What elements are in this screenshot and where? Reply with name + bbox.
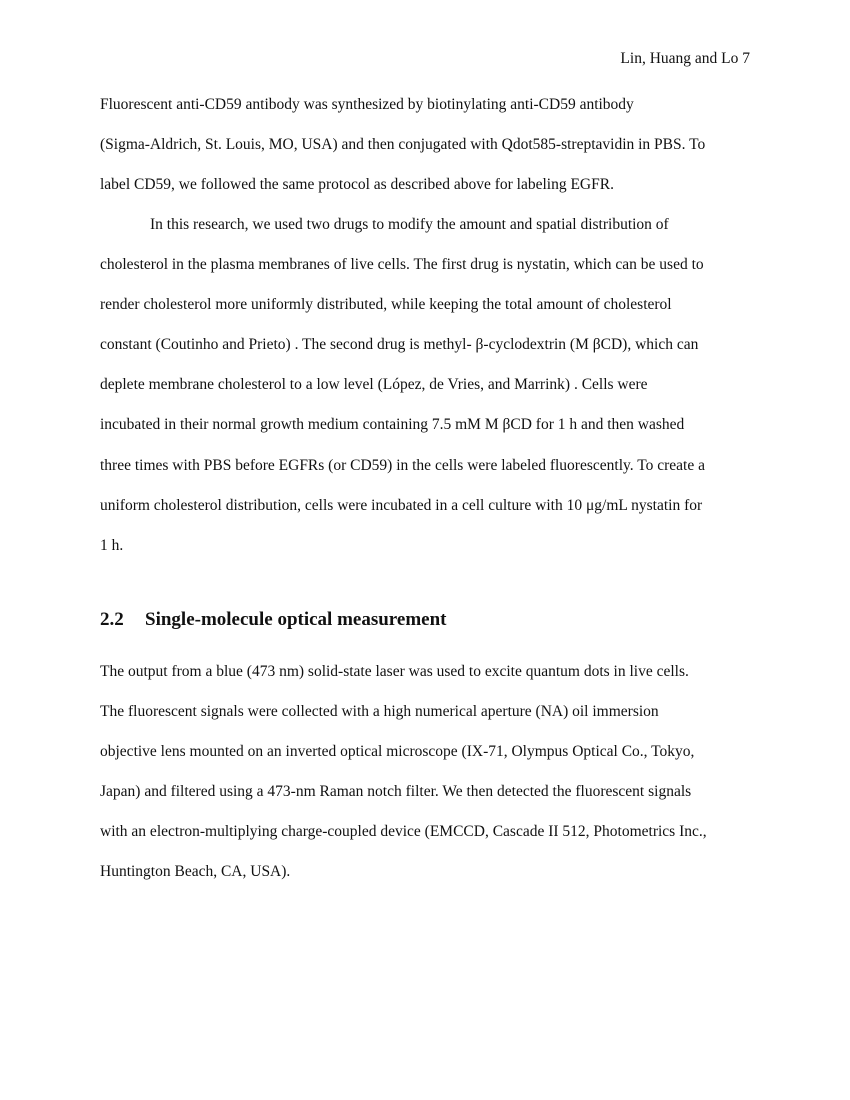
text-line: label CD59, we followed the same protocol as described above for labeling EGFR. [100, 176, 614, 194]
text-line: In this research, we used two drugs to modify the amount and spatial distribution of [150, 216, 669, 233]
paragraph-optical-measurement [100, 652, 760, 893]
text-line: The fluorescent signals were collected with a high numerical aperture (NA) oil immersion [100, 703, 659, 721]
text-line: objective lens mounted on an inverted optical microscope (IX-71, Olympus Optical Co., Tokyo, [100, 743, 695, 761]
text-line: The output from a blue (473 nm) solid-state laser was used to excite quantum dots in live cells. [100, 663, 689, 680]
section-title: Single-molecule optical measurement [145, 609, 447, 630]
running-head: Lin, Huang and Lo 7 [620, 50, 750, 67]
paragraph-cholesterol-drugs [100, 205, 760, 566]
text-line: deplete membrane cholesterol to a low level (López, de Vries, and Marrink) . Cells were [100, 376, 648, 394]
text-line: Fluorescent anti-CD59 antibody was synthesized by biotinylating anti-CD59 antibody [100, 96, 634, 113]
text-line: (Sigma-Aldrich, St. Louis, MO, USA) and then conjugated with Qdot585-streptavidin in PBS. To [100, 136, 706, 154]
text-line: three times with PBS before EGFRs (or CD59) in the cells were labeled fluorescently. To create a [100, 456, 705, 474]
text-line: Huntington Beach, CA, USA). [100, 863, 291, 881]
text-line: uniform cholesterol distribution, cells were incubated in a cell culture with 10 μg/mL nystatin for [100, 496, 703, 514]
text-line: Japan) and filtered using a 473-nm Raman notch filter. We then detected the fluorescent signals [100, 783, 692, 801]
text-line: cholesterol in the plasma membranes of live cells. The first drug is nystatin, which can be used to [100, 256, 704, 274]
paragraph-cd59-labeling [100, 85, 760, 205]
text-line: with an electron-multiplying charge-coupled device (EMCCD, Cascade II 512, Photometrics Inc., [100, 823, 707, 841]
text-line: render cholesterol more uniformly distributed, while keeping the total amount of cholesterol [100, 296, 672, 314]
text-line: constant (Coutinho and Prieto) . The second drug is methyl- β-cyclodextrin (M βCD), which can [100, 336, 699, 354]
text-line: incubated in their normal growth medium containing 7.5 mM M βCD for 1 h and then washed [100, 416, 685, 434]
text-line: 1 h. [100, 536, 124, 554]
section-number: 2.2 [100, 609, 124, 630]
section-heading [100, 607, 447, 633]
